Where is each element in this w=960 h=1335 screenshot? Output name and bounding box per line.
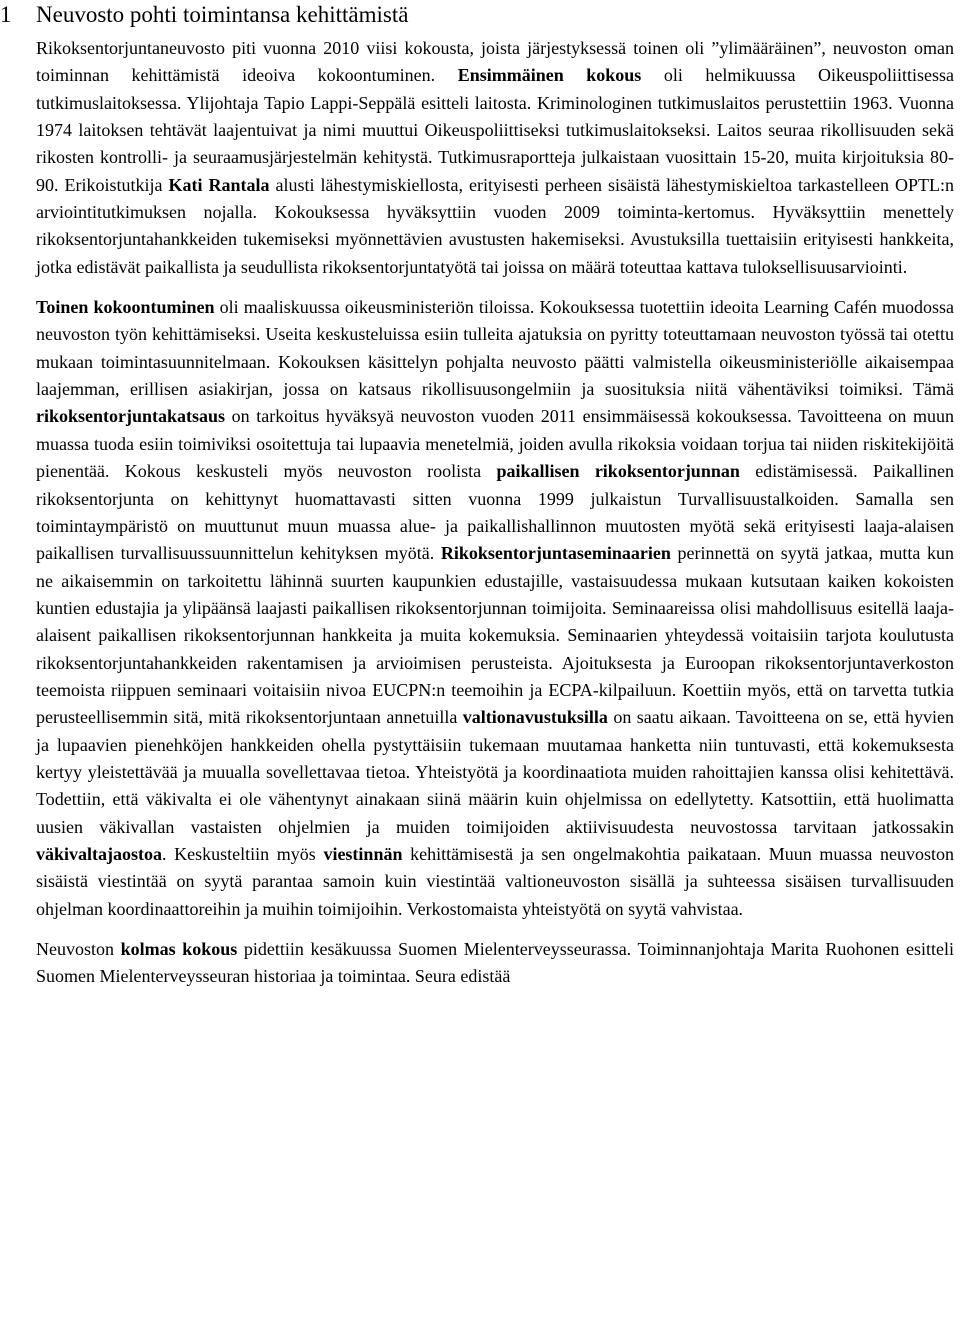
text-run: . Keskusteltiin myös xyxy=(162,843,324,864)
section-title: Neuvosto pohti toimintansa kehittämistä xyxy=(36,2,409,27)
text-run: on tarkoitus hyväksyä neuvoston vuoden 2011 ensimmäisessä kokouksessa. Tavoitteena on muun muassa tuoda esiin toimiviksi osoitettuja tai lupaavia menetelmiä, joiden avulla rikoksia voidaan torjua tai niiden riskitekijöitä pienentää. Kokous keskusteli myös neuvoston roolista xyxy=(36,406,954,482)
bold-text-run: Kati Rantala xyxy=(168,174,270,195)
bold-text-run: kolmas kokous xyxy=(120,939,238,959)
section-heading xyxy=(0,2,408,28)
bold-text-run: viestinnän xyxy=(323,843,403,864)
text-run: kehittämisestä ja sen ongelmakohtia paikataan. Muun muassa neuvoston sisäistä viestintää on syytä parantaa samoin kuin viestintää valtioneuvoston sisällä ja suhteessa sisäisen turvallisuuden ohjelman koordinaattoreihin ja muihin toimijoihin. Verkostomaista yhteistyötä on syytä vahvistaa. xyxy=(36,843,954,919)
bold-text-run: valtionavustuksilla xyxy=(462,707,608,728)
text-run: oli helmikuussa Oikeuspoliittisessa tutkimuslaitoksessa. Ylijohtaja Tapio Lappi-Seppälä esitteli laitosta. Kriminologinen tutkimuslaitos perustettiin 1963. Vuonna 1974 laitoksen tehtävät laajentuivat ja nimi muuttui Oikeuspoliittiseksi tutkimuslaitokseksi. Laitos seuraa rikollisuuden sekä rikosten kontrolli- ja seuraamusjärjestelmän kehitystä. Tutkimusraportteja julkaistaan vuosittain 15-20, muita kirjoituksia 80-90. Erikoistutkija xyxy=(36,65,954,195)
paragraph-second-meeting xyxy=(36,294,954,923)
paragraph-first-meeting xyxy=(36,35,954,281)
text-run: Rikoksentorjuntaneuvosto piti vuonna 2010 viisi kokousta, joista järjestyksessä toinen oli ”ylimääräinen”, neuvoston oman toiminnan kehittämistä ideoiva kokoontuminen. xyxy=(36,38,954,86)
text-run: on saatu aikaan. Tavoitteena on se, että hyvien ja lupaavien pienehköjen hankkeiden ohella pystyttäisiin tukemaan muutamaa hanketta niin tuntuvasti, että kokemuksesta kertyy yleistettävää ja muualla sovellettavaa tietoa. Yhteistyötä ja koordinaatiota muiden rahoittajien kanssa olisi kehitettävä. Todettiin, että väkivalta ei ole vähentynyt ainakaan siinä määrin kuin ohjelmissa on edellytetty. Katsottiin, että huolimatta uusien väkivallan vastaisten ohjelmien ja muiden toimijoiden aktiivisuudesta neuvostossa tarvitaan jatkossakin xyxy=(36,707,954,837)
text-run: Neuvoston xyxy=(36,939,121,959)
bold-text-run: Ensimmäinen kokous xyxy=(457,65,642,86)
text-run: alusti lähestymiskiellosta, erityisesti perheen sisäistä lähestymiskieltoa tarkastelleen OPTL:n arviointitutkimuksen nojalla. Kokouksessa hyväksyttiin vuoden 2009 toiminta-kertomus. Hyväksyttiin menettely rikoksentorjuntahankkeiden tukemiseksi myönnettävien avustusten hakemiseksi. Avustuksilla tuettaisiin erityisesti hankkeita, jotka edistävät paikallista ja seudullista rikoksentorjuntatyötä tai joissa on määrä toteuttaa kattava tuloksellisuusarviointi. xyxy=(36,174,954,277)
bold-text-run: Rikoksentorjuntaseminaarien xyxy=(440,543,671,564)
bold-text-run: rikoksentorjuntakatsaus xyxy=(36,406,226,427)
bold-text-run: paikallisen rikoksentorjunnan xyxy=(496,461,740,482)
text-run: oli maaliskuussa oikeusministeriön tiloissa. Kokouksessa tuotettiin ideoita Learning Cafén muodossa neuvoston työn kehittämiseksi. Useita keskusteluissa esiin tulleita ajatuksia on pyritty toteuttamaan neuvoston työssä tai otettu mukaan toimintasuunnitelmaan. Kokouksen käsittelyn pohjalta neuvosto päätti valmistella oikeusministeriölle aikaisempaa laajemman, erillisen asiakirjan, jossa on katsaus rikollisuusongelmiin ja suosituksia niitä vähentäviksi toimiksi. Tämä xyxy=(36,297,954,400)
bold-text-run: väkivaltajaostoa xyxy=(36,843,162,864)
text-run: pidettiin kesäkuussa Suomen Mielenterveysseurassa. Toiminnanjohtaja Marita Ruohonen esitteli Suomen Mielenterveysseuran historiaa ja toimintaa. Seura edistää xyxy=(36,939,954,987)
document-body xyxy=(36,35,954,1004)
paragraph-third-meeting xyxy=(36,936,954,991)
bold-text-run: Toinen kokoontuminen xyxy=(36,297,215,318)
section-number: 1 xyxy=(0,2,12,27)
text-run: perinnettä on syytä jatkaa, mutta kun ne aikaisemmin on tarkoitettu lähinnä suurten kaupunkien edustajille, vastaisuudessa mukaan kutsutaan kaiken kokoisten kuntien edustajia ja ylipäänsä laajasti paikallisen rikoksentorjunnan toimijoita. Seminaareissa olisi mahdollisuus esitellä laaja-alaisent paikallisen rikoksentorjunnan hankkeita ja muita kokemuksia. Seminaarien yhteydessä voitaisiin tarjota koulutusta rikoksentorjuntahankkeiden rakentamisen ja arvioimisen perusteista. Ajoituksesta ja Euroopan rikoksentorjuntaverkoston teemoista riippuen seminaari voitaisiin nivoa EUCPN:n teemoihin ja ECPA-kilpailuun. Koettiin myös, että on tarvetta tutkia perusteellisemmin sitä, mitä rikoksentorjuntaan annetuilla xyxy=(36,543,955,728)
text-run: edistämisessä. Paikallinen rikoksentorjunta on kehittynyt huomattavasti sitten vuonna 1999 julkaistun Turvallisuustalkoiden. Samalla sen toimintaympäristö on muuttunut muun muassa alue- ja paikallishallinnon muutosten myötä sekä erityisesti laaja-alaisen paikallisen turvallisuussuunnittelun kehityksen myötä. xyxy=(36,461,954,564)
